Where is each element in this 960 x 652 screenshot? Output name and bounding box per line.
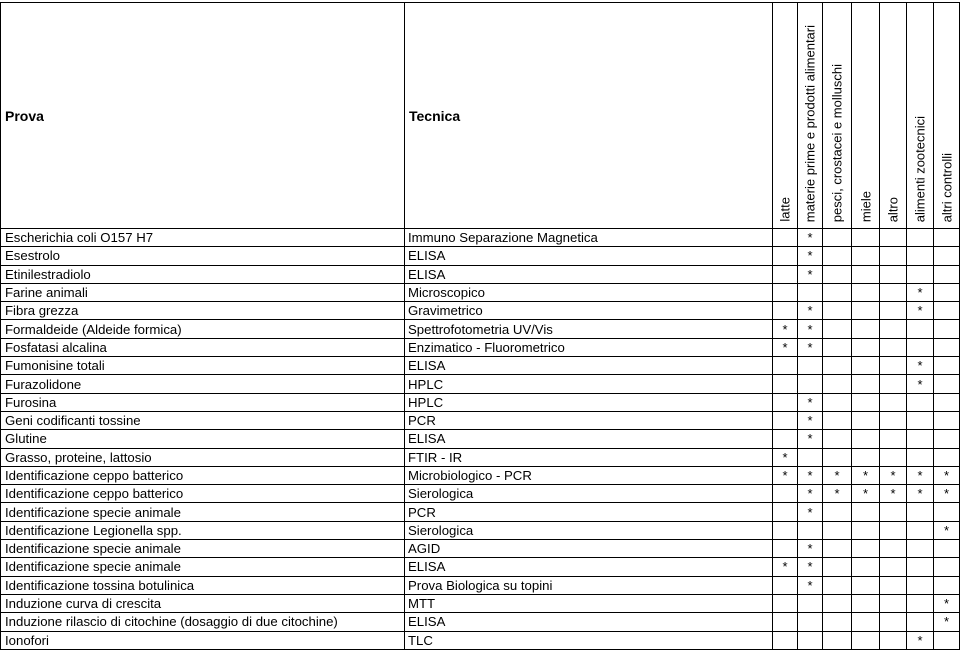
table-row [1, 265, 960, 283]
cell-prova: Identificazione specie animale [1, 558, 405, 576]
cell-mark [773, 485, 798, 503]
cell-tecnica: AGID [405, 540, 773, 558]
cell-tecnica: ELISA [405, 430, 773, 448]
column-header-latte [773, 3, 798, 229]
cell-prova: Identificazione tossina botulinica [1, 576, 405, 594]
cell-mark [798, 594, 823, 612]
cell-mark: * [773, 558, 798, 576]
cell-prova: Fosfatasi alcalina [1, 338, 405, 356]
cell-prova: Identificazione specie animale [1, 503, 405, 521]
cell-mark [934, 448, 960, 466]
table-row [1, 338, 960, 356]
cell-mark: * [907, 375, 934, 393]
cell-mark [880, 265, 907, 283]
cell-mark [852, 229, 880, 247]
column-header-altri-controlli [934, 3, 960, 229]
cell-prova: Furosina [1, 393, 405, 411]
cell-mark [773, 393, 798, 411]
cell-mark [934, 375, 960, 393]
cell-mark: * [798, 338, 823, 356]
cell-mark: * [852, 466, 880, 484]
cell-mark: * [798, 485, 823, 503]
table-row [1, 466, 960, 484]
cell-tecnica: HPLC [405, 393, 773, 411]
cell-mark [798, 375, 823, 393]
cell-mark [907, 613, 934, 631]
cell-mark [823, 357, 852, 375]
table-row [1, 576, 960, 594]
cell-mark [934, 265, 960, 283]
cell-mark [880, 393, 907, 411]
cell-mark [907, 411, 934, 429]
cell-mark [934, 558, 960, 576]
column-header-materie-prime [798, 3, 823, 229]
cell-mark [823, 558, 852, 576]
cell-mark [852, 558, 880, 576]
cell-mark [798, 357, 823, 375]
cell-mark [907, 503, 934, 521]
column-header-label: materie prime e prodotti alimentari [802, 24, 818, 222]
cell-tecnica: Prova Biologica su topini [405, 576, 773, 594]
cell-mark [934, 411, 960, 429]
cell-prova: Identificazione specie animale [1, 540, 405, 558]
cell-mark [823, 229, 852, 247]
cell-mark: * [852, 485, 880, 503]
cell-mark [773, 631, 798, 649]
cell-mark [773, 411, 798, 429]
cell-tecnica: PCR [405, 503, 773, 521]
cell-mark [852, 430, 880, 448]
cell-prova: Fumonisine totali [1, 357, 405, 375]
cell-tecnica: Sierologica [405, 485, 773, 503]
cell-mark [907, 320, 934, 338]
column-header-label: pesci, crostacei e molluschi [829, 63, 845, 222]
cell-mark: * [880, 466, 907, 484]
table-row [1, 393, 960, 411]
cell-mark [773, 375, 798, 393]
cell-prova: Glutine [1, 430, 405, 448]
cell-tecnica: Microscopico [405, 283, 773, 301]
cell-mark [880, 411, 907, 429]
cell-prova: Etinilestradiolo [1, 265, 405, 283]
cell-tecnica: FTIR - IR [405, 448, 773, 466]
cell-mark [852, 540, 880, 558]
table-row [1, 283, 960, 301]
cell-mark: * [798, 576, 823, 594]
cell-tecnica: Microbiologico - PCR [405, 466, 773, 484]
cell-mark [852, 411, 880, 429]
cell-mark: * [907, 357, 934, 375]
cell-mark [852, 448, 880, 466]
cell-mark [798, 521, 823, 539]
table-row [1, 485, 960, 503]
cell-mark: * [907, 485, 934, 503]
cell-mark [852, 594, 880, 612]
cell-mark: * [773, 338, 798, 356]
cell-mark [907, 247, 934, 265]
cell-prova: Grasso, proteine, lattosio [1, 448, 405, 466]
cell-prova: Identificazione ceppo batterico [1, 466, 405, 484]
column-header-miele [852, 3, 880, 229]
cell-mark: * [907, 283, 934, 301]
cell-mark [773, 247, 798, 265]
cell-tecnica: PCR [405, 411, 773, 429]
cell-mark [798, 631, 823, 649]
column-header-label: alimenti zootecnici [912, 115, 928, 222]
cell-mark [934, 338, 960, 356]
cell-tecnica: Immuno Separazione Magnetica [405, 229, 773, 247]
column-header-label: altri controlli [939, 152, 954, 222]
cell-mark: * [823, 485, 852, 503]
cell-mark [907, 594, 934, 612]
cell-mark: * [798, 466, 823, 484]
table-row [1, 411, 960, 429]
cell-tecnica: HPLC [405, 375, 773, 393]
cell-mark [823, 302, 852, 320]
cell-mark [907, 576, 934, 594]
cell-mark [852, 357, 880, 375]
cell-mark: * [934, 521, 960, 539]
cell-mark [852, 503, 880, 521]
cell-mark [934, 247, 960, 265]
cell-mark [907, 448, 934, 466]
cell-mark [798, 283, 823, 301]
cell-mark: * [880, 485, 907, 503]
cell-mark [852, 393, 880, 411]
cell-mark [823, 594, 852, 612]
cell-mark [823, 540, 852, 558]
cell-mark [907, 430, 934, 448]
table-row [1, 540, 960, 558]
cell-mark [880, 613, 907, 631]
cell-mark [852, 338, 880, 356]
cell-mark [773, 283, 798, 301]
cell-mark [880, 320, 907, 338]
cell-mark [823, 338, 852, 356]
cell-mark [880, 357, 907, 375]
cell-mark: * [798, 265, 823, 283]
cell-mark [823, 576, 852, 594]
cell-mark [934, 393, 960, 411]
cell-mark [880, 302, 907, 320]
cell-tecnica: Gravimetrico [405, 302, 773, 320]
cell-tecnica: Enzimatico - Fluorometrico [405, 338, 773, 356]
column-header-label: latte [777, 197, 793, 222]
cell-mark [934, 631, 960, 649]
cell-mark [823, 411, 852, 429]
cell-mark [880, 540, 907, 558]
cell-mark: * [798, 320, 823, 338]
cell-mark [880, 594, 907, 612]
cell-prova: Farine animali [1, 283, 405, 301]
table-row [1, 631, 960, 649]
cell-mark [934, 283, 960, 301]
cell-mark [823, 375, 852, 393]
cell-prova: Escherichia coli O157 H7 [1, 229, 405, 247]
cell-prova: Induzione rilascio di citochine (dosaggio di due citochine) [1, 613, 405, 631]
cell-mark: * [907, 302, 934, 320]
table-row [1, 357, 960, 375]
cell-mark [907, 540, 934, 558]
cell-mark: * [934, 485, 960, 503]
cell-mark [907, 229, 934, 247]
cell-mark [907, 521, 934, 539]
cell-mark [852, 375, 880, 393]
cell-prova: Furazolidone [1, 375, 405, 393]
cell-mark [773, 357, 798, 375]
cell-mark [934, 503, 960, 521]
cell-mark [823, 613, 852, 631]
cell-mark [823, 320, 852, 338]
cell-mark [934, 229, 960, 247]
table-row [1, 613, 960, 631]
cell-mark [852, 576, 880, 594]
cell-mark [934, 320, 960, 338]
cell-mark [880, 283, 907, 301]
cell-mark [823, 393, 852, 411]
table-row [1, 594, 960, 612]
cell-mark [773, 503, 798, 521]
cell-mark [823, 521, 852, 539]
cell-mark: * [907, 631, 934, 649]
table-header-row [1, 3, 960, 229]
cell-tecnica: Spettrofotometria UV/Vis [405, 320, 773, 338]
cell-tecnica: ELISA [405, 613, 773, 631]
cell-prova: Ionofori [1, 631, 405, 649]
column-header-label: altro [885, 196, 901, 222]
cell-tecnica: ELISA [405, 247, 773, 265]
cell-mark: * [798, 503, 823, 521]
cell-prova: Geni codificanti tossine [1, 411, 405, 429]
cell-mark [773, 430, 798, 448]
column-header-altro [880, 3, 907, 229]
cell-mark: * [798, 411, 823, 429]
cell-mark [880, 503, 907, 521]
table-row [1, 229, 960, 247]
cell-mark [907, 265, 934, 283]
cell-prova: Esestrolo [1, 247, 405, 265]
cell-mark [852, 631, 880, 649]
table-row [1, 430, 960, 448]
cell-mark [934, 576, 960, 594]
cell-mark [907, 393, 934, 411]
cell-mark [773, 302, 798, 320]
cell-mark: * [798, 558, 823, 576]
table-row [1, 558, 960, 576]
cell-mark: * [773, 320, 798, 338]
cell-mark [823, 430, 852, 448]
cell-tecnica: TLC [405, 631, 773, 649]
cell-mark [773, 594, 798, 612]
cell-mark [880, 631, 907, 649]
cell-mark: * [907, 466, 934, 484]
cell-mark [773, 521, 798, 539]
cell-tecnica: Sierologica [405, 521, 773, 539]
cell-mark [907, 338, 934, 356]
cell-mark [773, 540, 798, 558]
cell-mark [934, 430, 960, 448]
cell-mark: * [773, 448, 798, 466]
cell-mark [880, 558, 907, 576]
column-header-alimenti-zootecnici [907, 3, 934, 229]
cell-mark [852, 521, 880, 539]
table-row [1, 302, 960, 320]
cell-mark: * [798, 393, 823, 411]
cell-mark [798, 613, 823, 631]
table-row [1, 247, 960, 265]
column-header-tecnica: Tecnica [405, 3, 773, 229]
cell-mark [798, 448, 823, 466]
cell-mark [823, 631, 852, 649]
cell-mark [880, 521, 907, 539]
table-row [1, 375, 960, 393]
table-row [1, 448, 960, 466]
table-row [1, 521, 960, 539]
cell-mark: * [773, 466, 798, 484]
column-header-prova: Prova [1, 3, 405, 229]
cell-mark [880, 229, 907, 247]
column-header-label: miele [858, 190, 873, 222]
column-header-pesci [823, 3, 852, 229]
cell-mark [773, 576, 798, 594]
cell-mark [880, 338, 907, 356]
cell-tecnica: MTT [405, 594, 773, 612]
cell-mark [880, 375, 907, 393]
cell-mark [823, 448, 852, 466]
cell-mark [907, 558, 934, 576]
cell-mark: * [934, 613, 960, 631]
cell-mark [880, 448, 907, 466]
cell-prova: Formaldeide (Aldeide formica) [1, 320, 405, 338]
cell-mark [934, 357, 960, 375]
cell-prova: Induzione curva di crescita [1, 594, 405, 612]
cell-mark [852, 613, 880, 631]
cell-mark: * [823, 466, 852, 484]
cell-mark: * [934, 594, 960, 612]
table-row [1, 320, 960, 338]
cell-mark: * [798, 229, 823, 247]
cell-tecnica: ELISA [405, 357, 773, 375]
cell-mark [880, 247, 907, 265]
cell-mark [823, 265, 852, 283]
cell-mark [934, 540, 960, 558]
cell-mark [880, 430, 907, 448]
cell-mark: * [798, 302, 823, 320]
cell-mark [823, 283, 852, 301]
cell-mark [852, 247, 880, 265]
cell-mark: * [798, 247, 823, 265]
table-row [1, 503, 960, 521]
cell-mark: * [798, 540, 823, 558]
cell-mark [773, 229, 798, 247]
cell-prova: Fibra grezza [1, 302, 405, 320]
cell-mark [852, 265, 880, 283]
cell-mark [773, 265, 798, 283]
cell-tecnica: ELISA [405, 558, 773, 576]
cell-mark [852, 302, 880, 320]
cell-mark [823, 247, 852, 265]
cell-mark [773, 613, 798, 631]
test-catalog-table [0, 2, 960, 650]
cell-mark [934, 302, 960, 320]
cell-prova: Identificazione Legionella spp. [1, 521, 405, 539]
cell-mark [823, 503, 852, 521]
cell-mark: * [934, 466, 960, 484]
cell-prova: Identificazione ceppo batterico [1, 485, 405, 503]
cell-mark [852, 283, 880, 301]
cell-mark: * [798, 430, 823, 448]
cell-tecnica: ELISA [405, 265, 773, 283]
cell-mark [852, 320, 880, 338]
cell-mark [880, 576, 907, 594]
